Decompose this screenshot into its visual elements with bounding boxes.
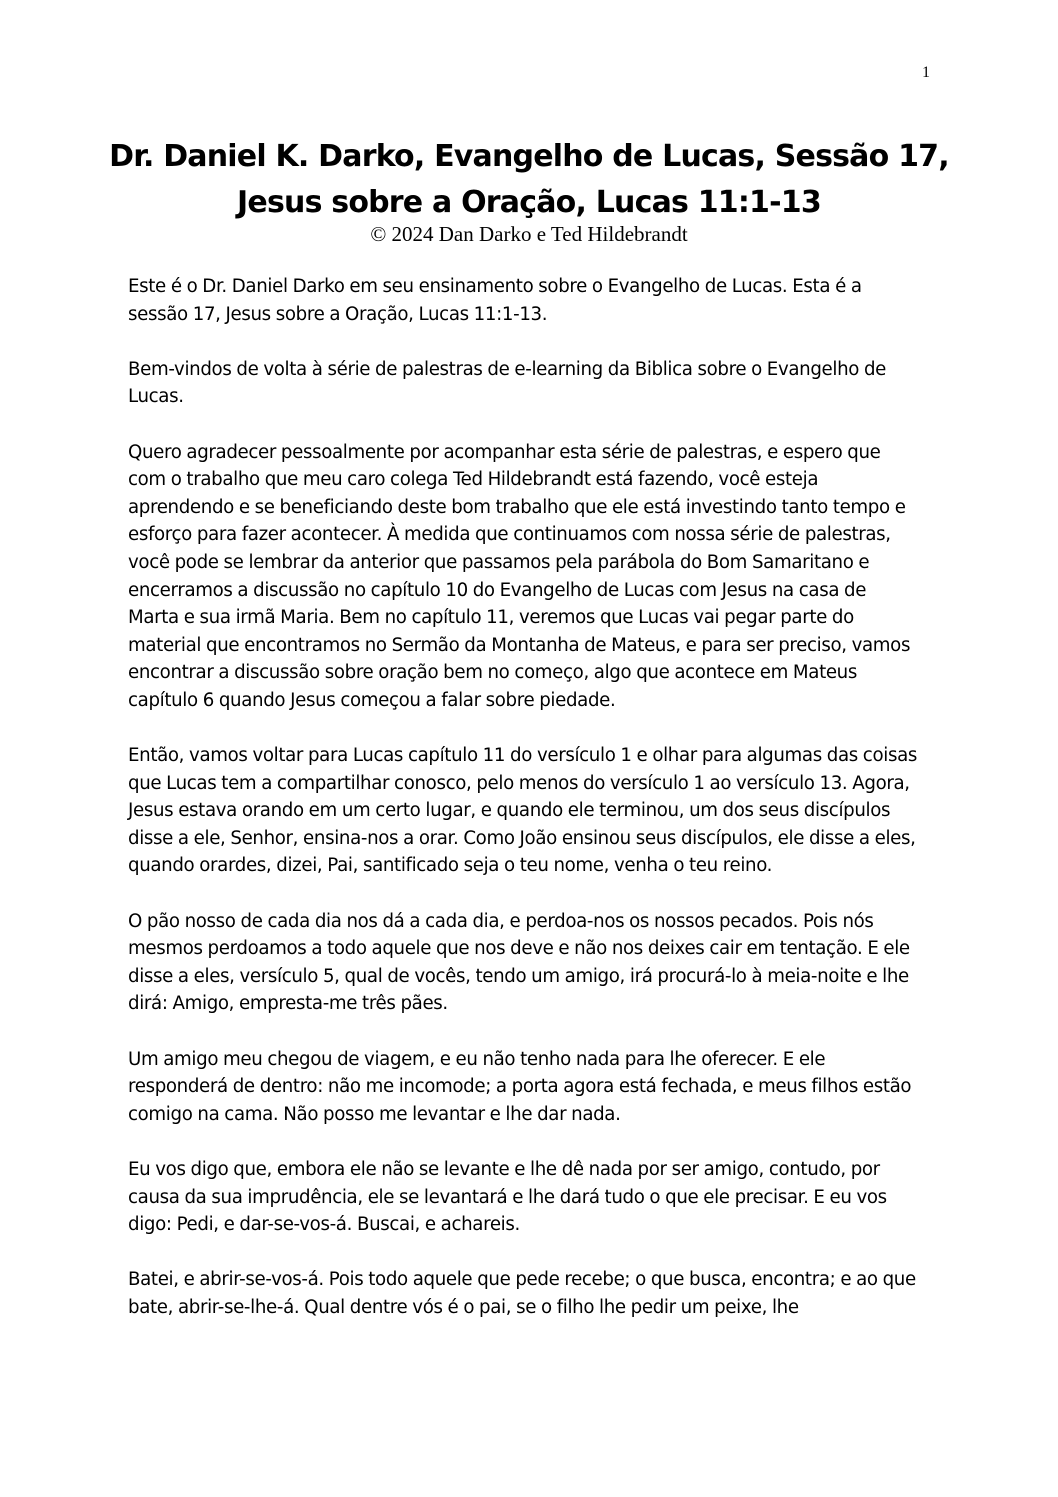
paragraph: O pão nosso de cada dia nos dá a cada dia, e perdoa-nos os nossos pecados. Pois nós mesmos perdoamos a todo aquele que nos deve e não nos deixes cair em tentação. E ele disse a eles, versículo 5, qual de vocês, tendo um amigo, irá procurá-lo à meia-noite e lhe dirá: Amigo, empresta-me três pães. <box>128 910 910 1015</box>
document-title <box>80 134 978 226</box>
paragraph: Um amigo meu chegou de viagem, e eu não tenho nada para lhe oferecer. E ele responderá de dentro: não me incomode; a porta agora está fechada, e meus filhos estão comigo na cama. Não posso me levantar e lhe dar nada. <box>128 1048 912 1125</box>
paragraph: Eu vos digo que, embora ele não se levante e lhe dê nada por ser amigo, contudo, por causa da sua imprudência, ele se levantará e lhe dará tudo o que ele precisar. E eu vos digo: Pedi, e dar-se-vos-á. Buscai, e achareis. <box>128 1159 887 1236</box>
paragraph: Quero agradecer pessoalmente por acompanhar esta série de palestras, e espero que com o trabalho que meu caro colega Ted Hildebrandt está fazendo, você esteja aprendendo e se beneficiando deste bom trabalho que ele está investindo tanto tempo e esforço para fazer acontecer. À medida que continuamos com nossa série de palestras, você pode se lembrar da anterior que passamos pela parábola do Bom Samaritano e encerramos a discussão no capítulo 10 do Evangelho de Lucas com Jesus na casa de Marta e sua irmã Maria. Bem no capítulo 11, veremos que Lucas vai pegar parte do material que encontramos no Sermão da Montanha de Mateus, e para ser preciso, vamos encontrar a discussão sobre oração bem no começo, algo que acontece em Mateus capítulo 6 quando Jesus começou a falar sobre piedade. <box>128 441 911 711</box>
title-line-1: Dr. Daniel K. Darko, Evangelho de Lucas, Sessão 17, <box>109 139 949 174</box>
paragraph: Bem-vindos de volta à série de palestras de e-learning da Biblica sobre o Evangelho de Lucas. <box>128 358 886 408</box>
paragraph: Batei, e abrir-se-vos-á. Pois todo aquele que pede recebe; o que busca, encontra; e ao que bate, abrir-se-lhe-á. Qual dentre vós é o pai, se o filho lhe pedir um peixe, lhe <box>128 1269 916 1318</box>
paragraph: Este é o Dr. Daniel Darko em seu ensinamento sobre o Evangelho de Lucas. Esta é a sessão 17, Jesus sobre a Oração, Lucas 11:1-13. <box>128 276 862 325</box>
document-body <box>128 273 918 1349</box>
paragraph: Então, vamos voltar para Lucas capítulo 11 do versículo 1 e olhar para algumas das coisas que Lucas tem a compartilhar conosco, pelo menos do versículo 1 ao versículo 13. Agora, Jesus estava orando em um certo lugar, e quando ele terminou, um dos seus discípulos disse a ele, Senhor, ensina-nos a orar. Como João ensinou seus discípulos, ele disse a eles, quando orardes, dizei, Pai, santificado seja o teu nome, venha o teu reino. <box>128 745 917 877</box>
copyright-line: © 2024 Dan Darko e Ted Hildebrandt <box>370 222 688 246</box>
page-number: 1 <box>922 64 930 81</box>
title-line-2: Jesus sobre a Oração, Lucas 11:1-13 <box>237 185 821 220</box>
